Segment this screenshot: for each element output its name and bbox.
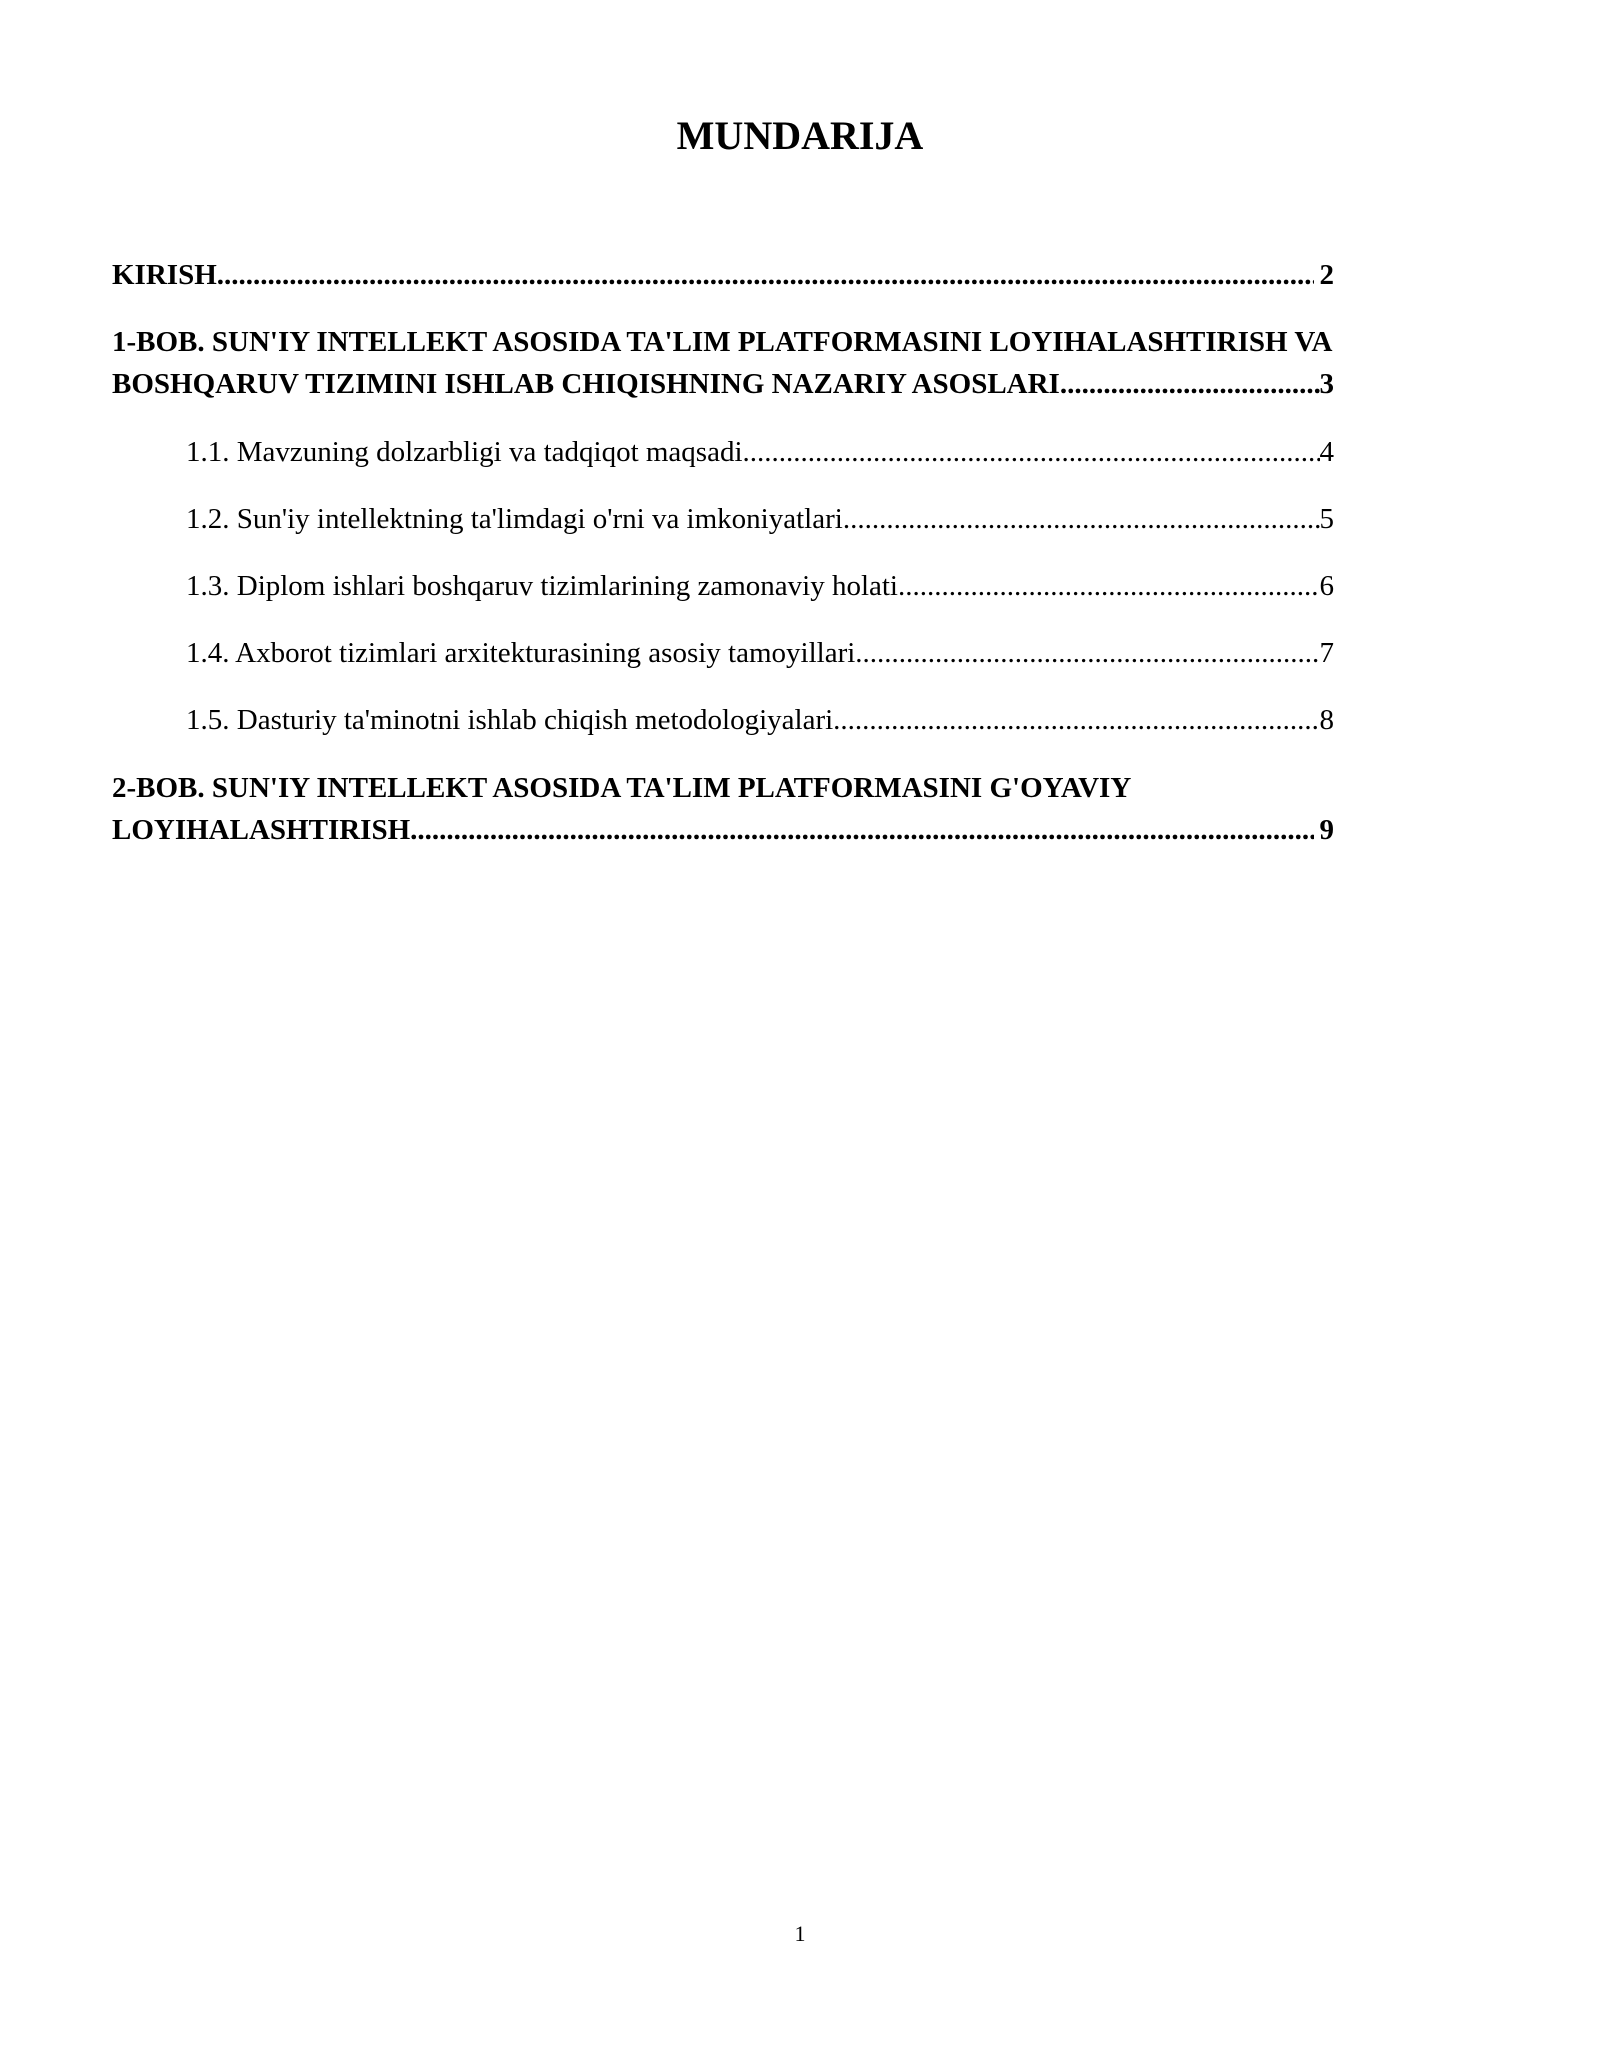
toc-entry-page: 8 xyxy=(1319,704,1334,736)
toc-entry-page: 3 xyxy=(1319,368,1334,400)
toc-entry-chapter2[interactable] xyxy=(112,810,1334,850)
toc-entry-label: 1.4. Axborot tizimlari arxitekturasining asosiy tamoyillari xyxy=(186,637,856,669)
toc-leader-dots xyxy=(898,566,1320,606)
toc-leader-dots xyxy=(410,810,1313,850)
toc-entry-page: 6 xyxy=(1319,570,1334,602)
toc-entry-label: 1.1. Mavzuning dolzarbligi va tadqiqot maqsadi xyxy=(186,436,743,468)
toc-entry-chapter2-line1[interactable]: 2-BOB. SUN'IY INTELLEKT ASOSIDA TA'LIM PLATFORMASINI G'OYAVIY xyxy=(112,772,1132,804)
toc-entry-label: 1.2. Sun'iy intellektning ta'limdagi o'rni va imkoniyatlari xyxy=(186,503,843,535)
toc-entry-chapter1[interactable] xyxy=(112,364,1334,404)
toc-entry-page: 9 xyxy=(1319,814,1334,846)
toc-entry-page: 2 xyxy=(1319,259,1334,291)
toc-leader-dots xyxy=(743,432,1320,472)
toc-leader-dots xyxy=(217,255,1314,295)
toc-entry-label: KIRISH xyxy=(112,259,217,291)
toc-entry-label: 1.5. Dasturiy ta'minotni ishlab chiqish metodologiyalari xyxy=(186,704,834,736)
toc-entry-section-1-5[interactable] xyxy=(186,700,1334,740)
toc-entry-section-1-2[interactable] xyxy=(186,499,1334,539)
toc-leader-dots xyxy=(855,633,1319,673)
page-title: MUNDARIJA xyxy=(676,113,924,158)
toc-entry-label: BOSHQARUV TIZIMINI ISHLAB CHIQISHNING NAZARIY ASOSLARI xyxy=(112,368,1060,400)
toc-entry-kirish[interactable] xyxy=(112,255,1334,295)
toc-entry-page: 4 xyxy=(1319,436,1334,468)
toc-entry-section-1-4[interactable] xyxy=(186,633,1334,673)
toc-entry-section-1-3[interactable] xyxy=(186,566,1334,606)
toc-entry-section-1-1[interactable] xyxy=(186,432,1334,472)
toc-entry-label: 1.3. Diplom ishlari boshqaruv tizimlarining zamonaviy holati xyxy=(186,570,898,602)
toc-leader-dots xyxy=(1060,364,1320,404)
toc-leader-dots xyxy=(833,700,1319,740)
toc-leader-dots xyxy=(843,499,1320,539)
toc-entry-label: LOYIHALASHTIRISH xyxy=(112,814,411,846)
toc-entry-page: 5 xyxy=(1319,503,1334,535)
toc-entry-chapter1-line1[interactable]: 1-BOB. SUN'IY INTELLEKT ASOSIDA TA'LIM PLATFORMASINI LOYIHALASHTIRISH VA xyxy=(112,326,1333,358)
toc-entry-page: 7 xyxy=(1319,637,1334,669)
page-number: 1 xyxy=(794,1921,806,1946)
